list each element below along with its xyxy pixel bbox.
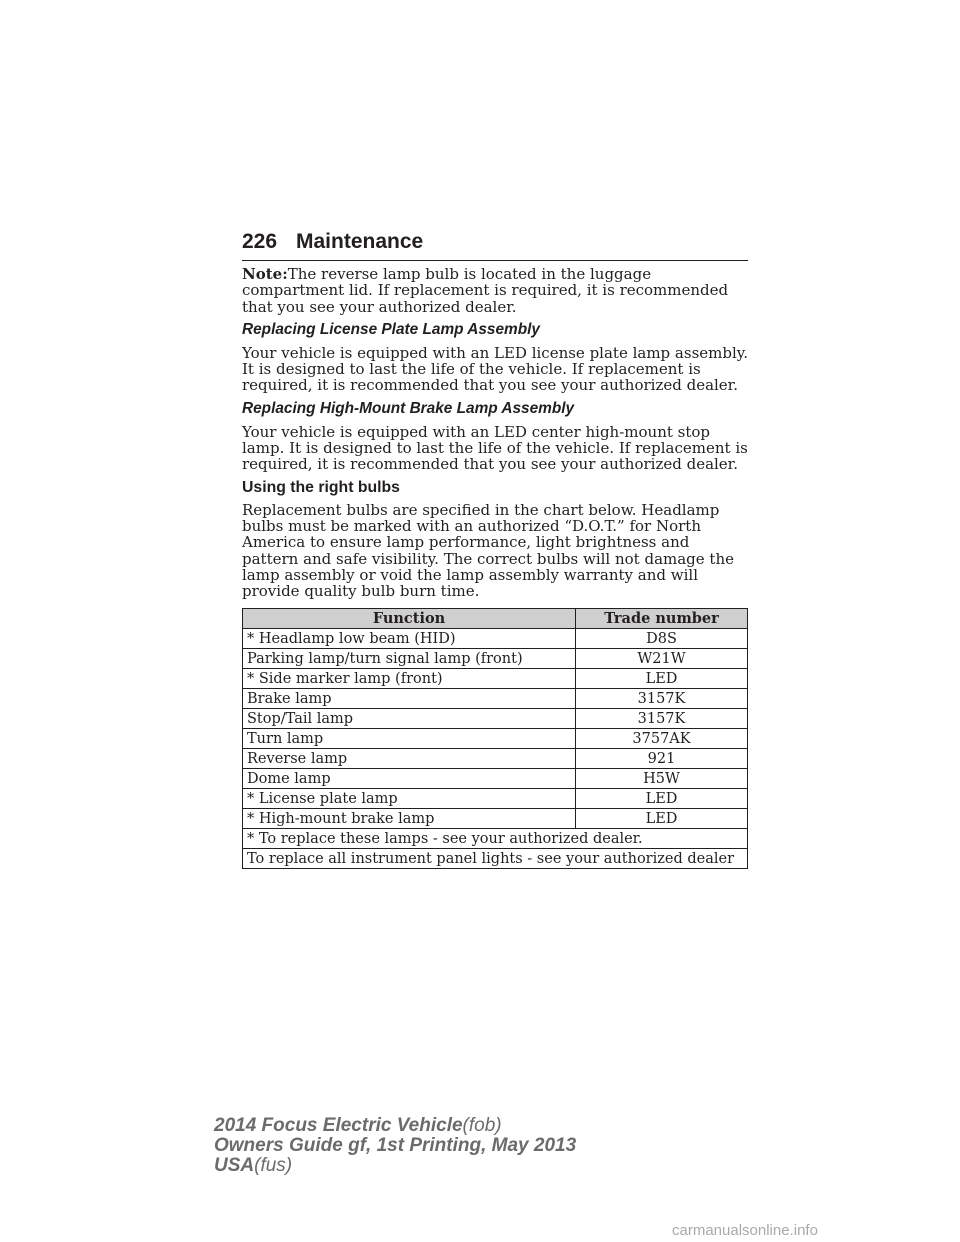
footer-market-code: (fus) xyxy=(254,1155,293,1176)
column-header-trade-number: Trade number xyxy=(576,609,748,629)
table-note: * To replace these lamps - see your authorized dealer. xyxy=(243,829,748,849)
table-row xyxy=(243,669,748,689)
page-content xyxy=(242,266,748,599)
table-row xyxy=(243,769,748,789)
trade-number-cell: 3157K xyxy=(576,709,748,729)
function-cell: * Headlamp low beam (HID) xyxy=(243,629,576,649)
function-cell: Parking lamp/turn signal lamp (front) xyxy=(243,649,576,669)
page-footer xyxy=(214,1116,576,1176)
trade-number-cell: 3757AK xyxy=(576,729,748,749)
license-plate-text: Your vehicle is equipped with an LED license plate lamp assembly. It is designed to last the life of the vehicle. If replacement is required, it is recommended that you see your authorized dealer. xyxy=(242,343,749,395)
column-header-function: Function xyxy=(243,609,576,629)
high-mount-heading: Replacing High-Mount Brake Lamp Assembly xyxy=(242,399,575,417)
bulb-table xyxy=(242,608,748,869)
trade-number-cell: H5W xyxy=(576,769,748,789)
footer-line-1 xyxy=(214,1116,576,1136)
function-cell: Reverse lamp xyxy=(243,749,576,769)
right-bulbs-heading: Using the right bulbs xyxy=(242,478,400,496)
footer-market: USA xyxy=(214,1155,255,1176)
table-row xyxy=(243,809,748,829)
function-cell: Turn lamp xyxy=(243,729,576,749)
table-header-row xyxy=(243,609,748,629)
trade-number-cell: 921 xyxy=(576,749,748,769)
table-row xyxy=(243,649,748,669)
page-title: Maintenance xyxy=(296,230,424,253)
function-cell: Brake lamp xyxy=(243,689,576,709)
function-cell: * High-mount brake lamp xyxy=(243,809,576,829)
table-row xyxy=(243,749,748,769)
trade-number-cell: LED xyxy=(576,669,748,689)
trade-number-cell: W21W xyxy=(576,649,748,669)
footer-vehicle-code: (fob) xyxy=(462,1115,502,1136)
trade-number-cell: D8S xyxy=(576,629,748,649)
trade-number-cell: LED xyxy=(576,809,748,829)
table-row xyxy=(243,629,748,649)
table-row xyxy=(243,789,748,809)
page-header xyxy=(242,230,748,261)
function-cell: Stop/Tail lamp xyxy=(243,709,576,729)
license-plate-heading: Replacing License Plate Lamp Assembly xyxy=(242,320,540,338)
table-row xyxy=(243,709,748,729)
footer-line-3 xyxy=(214,1156,576,1176)
table-row xyxy=(243,729,748,749)
note-paragraph xyxy=(242,266,748,315)
trade-number-cell: 3157K xyxy=(576,689,748,709)
function-cell: * License plate lamp xyxy=(243,789,576,809)
footer-vehicle: 2014 Focus Electric Vehicle xyxy=(214,1115,463,1136)
table-note-row xyxy=(243,849,748,869)
trade-number-cell: LED xyxy=(576,789,748,809)
watermark: carmanualsonline.info xyxy=(672,1222,818,1239)
note-label: Note: xyxy=(242,265,288,283)
table-row xyxy=(243,689,748,709)
right-bulbs-text: Replacement bulbs are specified in the chart below. Headlamp bulbs must be marked with an authorized “D.O.T.” for North America to ensure lamp performance, light brightness and pattern and safe visibility. The correct bulbs will not damage the lamp assembly or void the lamp assembly warranty and will provide quality bulb burn time. xyxy=(242,500,734,601)
page-number: 226 xyxy=(242,230,278,253)
function-cell: * Side marker lamp (front) xyxy=(243,669,576,689)
table-note-row xyxy=(243,829,748,849)
footer-line-2: Owners Guide gf, 1st Printing, May 2013 xyxy=(214,1135,577,1156)
function-cell: Dome lamp xyxy=(243,769,576,789)
table-note: To replace all instrument panel lights - see your authorized dealer xyxy=(243,849,748,869)
note-text: The reverse lamp bulb is located in the luggage compartment lid. If replacement is required, it is recommended that you see your authorized dealer. xyxy=(242,265,729,316)
high-mount-text: Your vehicle is equipped with an LED center high-mount stop lamp. It is designed to last the life of the vehicle. If replacement is required, it is recommended that you see your authorized dealer. xyxy=(242,422,748,474)
